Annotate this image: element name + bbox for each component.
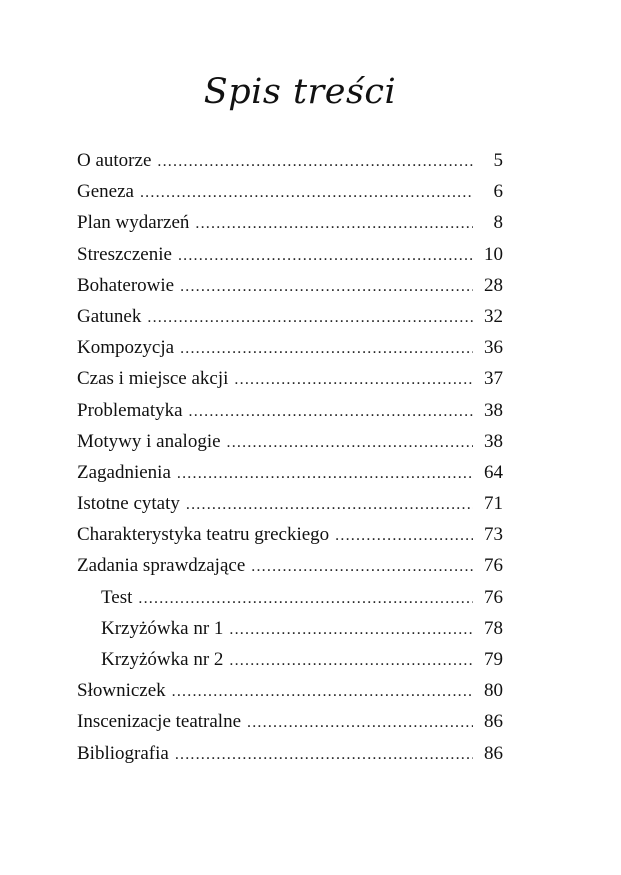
toc-entry-label: Problematyka bbox=[77, 399, 183, 421]
toc-entry-label: Plan wydarzeń bbox=[77, 212, 190, 234]
toc-page-number: 36 bbox=[484, 337, 503, 359]
toc-dot-leader bbox=[234, 364, 473, 395]
toc-dot-leader bbox=[229, 645, 473, 676]
toc-page-number: 86 bbox=[484, 742, 503, 764]
toc-entry-label: Bohaterowie bbox=[77, 274, 175, 296]
toc-entry[interactable] bbox=[77, 550, 503, 581]
toc-page-number: 76 bbox=[484, 586, 503, 608]
toc-entry[interactable] bbox=[77, 363, 503, 394]
toc-dot-leader bbox=[251, 551, 473, 582]
toc-page-number: 5 bbox=[493, 150, 503, 171]
toc-dot-leader bbox=[177, 458, 473, 489]
toc-entry-label: Inscenizacje teatralne bbox=[77, 711, 242, 733]
toc-dot-leader bbox=[157, 146, 473, 177]
toc-page-number: 76 bbox=[484, 555, 503, 577]
toc-subentry[interactable] bbox=[77, 613, 503, 644]
toc-entry[interactable] bbox=[77, 457, 503, 488]
toc-dot-leader bbox=[172, 676, 473, 707]
toc-entry-label: O autorze bbox=[77, 150, 152, 171]
toc-page-number: 38 bbox=[484, 430, 503, 452]
toc-entry-label: Kompozycja bbox=[77, 337, 175, 359]
toc-page-number: 10 bbox=[484, 243, 503, 265]
toc-dot-leader bbox=[195, 208, 473, 239]
toc-entry[interactable] bbox=[77, 145, 503, 176]
toc-page-number: 28 bbox=[484, 274, 503, 296]
toc-dot-leader bbox=[229, 614, 473, 645]
toc-entry[interactable] bbox=[77, 301, 503, 332]
toc-subentry[interactable] bbox=[77, 582, 503, 613]
toc-page-number: 8 bbox=[493, 212, 503, 234]
toc-page-number: 79 bbox=[484, 649, 503, 670]
toc-entry-label: Motywy i analogie bbox=[77, 430, 221, 452]
toc-dot-leader bbox=[247, 707, 473, 738]
toc-entry[interactable] bbox=[77, 519, 503, 550]
toc-page-number: 32 bbox=[484, 305, 503, 327]
toc-entry[interactable] bbox=[77, 270, 503, 301]
toc-page-number: 80 bbox=[484, 680, 503, 702]
toc-entry[interactable] bbox=[77, 332, 503, 363]
toc-entry-label: Geneza bbox=[77, 181, 134, 203]
toc-page-number: 38 bbox=[484, 399, 503, 421]
toc-entry-label: Test bbox=[101, 586, 133, 608]
page-title: Spis treści bbox=[203, 72, 397, 112]
toc-entry-label: Gatunek bbox=[77, 305, 142, 327]
toc-page-number: 64 bbox=[484, 461, 503, 483]
toc-entry-label: Krzyżówka nr 1 bbox=[101, 617, 224, 639]
toc-entry-label: Czas i miejsce akcji bbox=[77, 368, 229, 390]
toc-subentry[interactable] bbox=[77, 644, 503, 675]
toc-page-number: 37 bbox=[484, 368, 503, 390]
toc-dot-leader bbox=[180, 333, 473, 364]
toc-dot-leader bbox=[227, 427, 473, 458]
toc-entry[interactable] bbox=[77, 239, 503, 270]
toc-dot-leader bbox=[140, 177, 473, 208]
toc-dot-leader bbox=[335, 520, 473, 551]
toc-dot-leader bbox=[138, 583, 473, 614]
toc-entry[interactable] bbox=[77, 395, 503, 426]
toc-page-number: 73 bbox=[484, 524, 503, 546]
toc-entry-label: Krzyżówka nr 2 bbox=[101, 649, 224, 670]
toc-entry[interactable] bbox=[77, 426, 503, 457]
table-of-contents bbox=[77, 145, 503, 769]
toc-entry-label: Charakterystyka teatru greckiego bbox=[77, 524, 330, 546]
toc-dot-leader bbox=[147, 302, 473, 333]
toc-dot-leader bbox=[180, 271, 473, 302]
toc-dot-leader bbox=[175, 739, 473, 770]
toc-page-number: 86 bbox=[484, 711, 503, 733]
toc-entry-label: Słowniczek bbox=[77, 680, 166, 702]
toc-page-number: 6 bbox=[493, 181, 503, 203]
toc-page-number: 71 bbox=[484, 493, 503, 515]
toc-entry[interactable] bbox=[77, 207, 503, 238]
toc-dot-leader bbox=[186, 489, 473, 520]
toc-dot-leader bbox=[178, 240, 473, 271]
toc-entry-label: Bibliografia bbox=[77, 742, 169, 764]
toc-entry[interactable] bbox=[77, 738, 503, 769]
toc-entry[interactable] bbox=[77, 706, 503, 737]
toc-entry-label: Zadania sprawdzające bbox=[77, 555, 246, 577]
toc-entry-label: Zagadnienia bbox=[77, 461, 171, 483]
toc-entry[interactable] bbox=[77, 675, 503, 706]
toc-entry-label: Istotne cytaty bbox=[77, 493, 180, 515]
toc-entry-label: Streszczenie bbox=[77, 243, 172, 265]
toc-dot-leader bbox=[189, 396, 473, 427]
toc-entry[interactable] bbox=[77, 488, 503, 519]
toc-entry[interactable] bbox=[77, 176, 503, 207]
toc-page-number: 78 bbox=[484, 617, 503, 639]
